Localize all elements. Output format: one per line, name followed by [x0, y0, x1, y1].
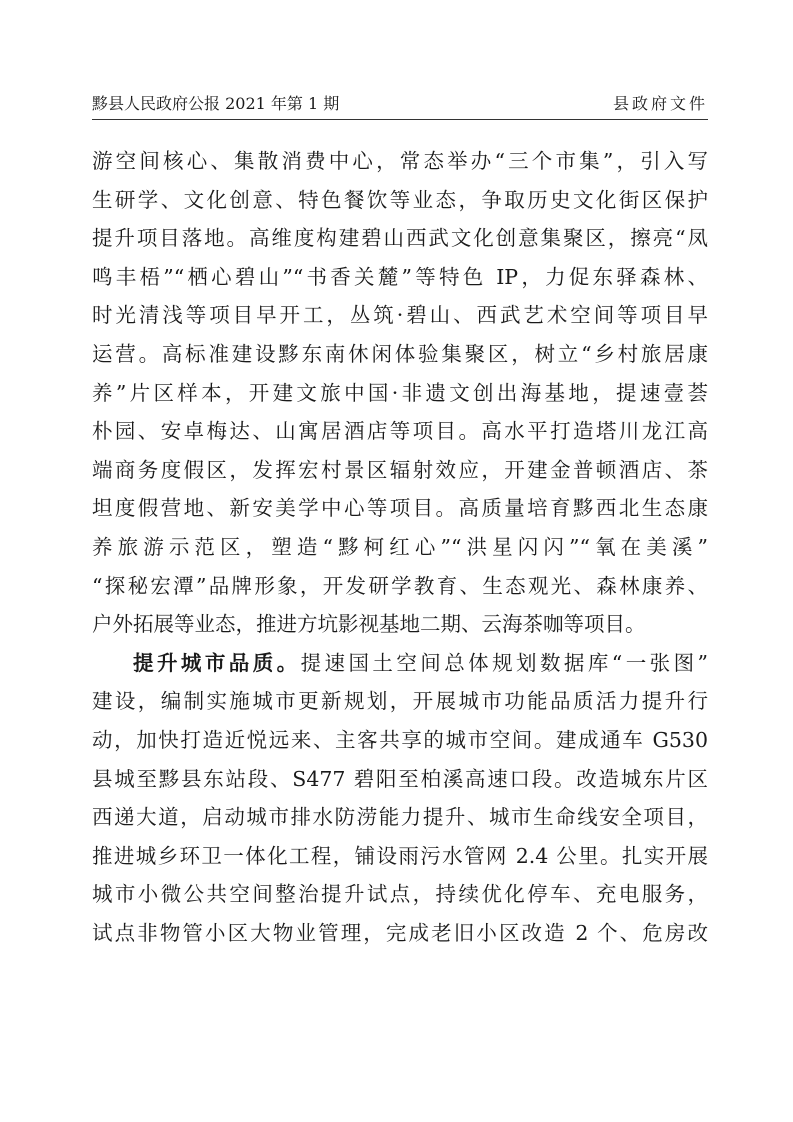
heading-line-rest: 提速国土空间总体规划数据库“一张图” [300, 650, 708, 675]
header-divider [92, 119, 708, 120]
text-line: 建设，编制实施城市更新规划，开展城市功能品质活力提升行 [92, 689, 708, 714]
text-line: 运营。高标准建设黟东南休闲体验集聚区，树立“乡村旅居康 [92, 341, 708, 366]
text-line: 养”片区样本，开建文旅中国·非遗文创出海基地，提速壹荟 [92, 380, 708, 405]
paragraph-city-quality [92, 644, 708, 953]
gazette-title: 黟县人民政府公报 2021 年第 1 期 [92, 94, 340, 113]
paragraph-heading: 提升城市品质。 [133, 650, 301, 675]
text-line: 养旅游示范区，塑造“黟柯红心”“洪星闪闪”“氧在美溪” [92, 534, 708, 559]
text-line: 坦度假营地、新安美学中心等项目。高质量培育黟西北生态康 [92, 496, 708, 521]
text-line: 户外拓展等业态，推进方坑影视基地二期、云海茶咖等项目。 [92, 612, 646, 637]
text-line: 推进城乡环卫一体化工程，铺设雨污水管网 2.4 公里。扎实开展 [92, 843, 708, 868]
paragraph-tourism [92, 142, 708, 644]
text-line: 端商务度假区，发挥宏村景区辐射效应，开建金普顿酒店、茶 [92, 457, 708, 482]
text-line: 游空间核心、集散消费中心，常态举办“三个市集”，引入写 [92, 149, 708, 173]
text-line: 时光清浅等项目早开工，丛筑·碧山、西武艺术空间等项目早 [92, 303, 708, 328]
text-line: “探秘宏潭”品牌形象，开发研学教育、生态观光、森林康养、 [92, 573, 708, 598]
text-line: 试点非物管小区大物业管理，完成老旧小区改造 2 个、危房改 [92, 920, 708, 945]
section-title: 县政府文件 [612, 94, 708, 113]
text-line: 提升项目落地。高维度构建碧山西武文化创意集聚区，擦亮“凤 [92, 226, 708, 251]
page-header [92, 94, 708, 118]
text-line: 朴园、安卓梅达、山寓居酒店等项目。高水平打造塔川龙江高 [92, 419, 708, 444]
paragraph-first-line [92, 644, 708, 683]
text-line: 西递大道，启动城市排水防涝能力提升、城市生命线安全项目， [92, 805, 708, 830]
text-line: 城市小微公共空间整治提升试点，持续优化停车、充电服务， [92, 882, 708, 907]
text-line: 鸣丰梧”“栖心碧山”“书香关麓”等特色 IP，力促东驿森林、 [92, 264, 708, 289]
text-line: 生研学、文化创意、特色餐饮等业态，争取历史文化街区保护 [92, 187, 708, 212]
text-line: 动，加快打造近悦远来、主客共享的城市空间。建成通车 G530 [92, 727, 708, 752]
text-line: 县城至黟县东站段、S477 碧阳至柏溪高速口段。改造城东片区 [92, 766, 708, 791]
document-body [92, 142, 708, 952]
